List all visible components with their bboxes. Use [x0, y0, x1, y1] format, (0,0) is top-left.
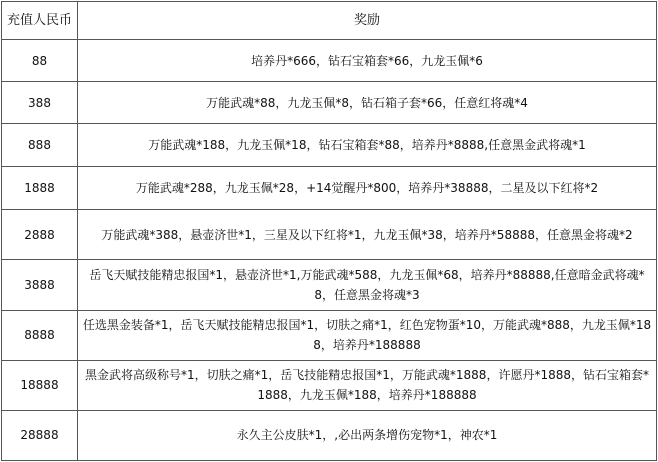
- amount-cell: 8888: [2, 310, 78, 360]
- table-row: [2, 410, 657, 460]
- reward-cell: 万能武魂*388，悬壶济世*1，三星及以下红将*1，九龙玉佩*38，培养丹*58888，任意黑金将魂*2: [78, 210, 657, 260]
- reward-cell: 万能武魂*88，九龙玉佩*8，钻石箱子套*66，任意红将魂*4: [78, 82, 657, 124]
- amount-cell: 388: [2, 82, 78, 124]
- reward-cell: 万能武魂*288，九龙玉佩*28，+14觉醒丹*800，培养丹*38888，二星及以下红将*2: [78, 167, 657, 210]
- header-amount: 充值人民币: [2, 2, 78, 40]
- header-reward: 奖励: [78, 2, 657, 40]
- amount-cell: 3888: [2, 260, 78, 310]
- amount-cell: 88: [2, 40, 78, 82]
- table-row: [2, 40, 657, 82]
- reward-cell: 万能武魂*188，九龙玉佩*18，钻石宝箱套*88，培养丹*8888,任意黑金武将魂*1: [78, 124, 657, 167]
- reward-cell: 培养丹*666，钻石宝箱套*66，九龙玉佩*6: [78, 40, 657, 82]
- reward-cell: 永久主公皮肤*1，,必出两条增伤宠物*1，神农*1: [78, 410, 657, 460]
- amount-cell: 888: [2, 124, 78, 167]
- reward-cell: 岳飞天赋技能精忠报国*1，悬壶济世*1,万能武魂*588，九龙玉佩*68，培养丹*88888,任意暗金武将魂*8，任意黑金将魂*3: [78, 260, 657, 310]
- reward-cell: 黑金武将高级称号*1，切肤之痛*1，岳飞技能精忠报国*1，万能武魂*1888，许愿丹*1888，钻石宝箱套*1888，九龙玉佩*188，培养丹*188888: [78, 360, 657, 410]
- reward-cell: 任选黑金装备*1，岳飞天赋技能精忠报国*1，切肤之痛*1，红色宠物蛋*10，万能武魂*888，九龙玉佩*188，培养丹*188888: [78, 310, 657, 360]
- table-row: [2, 167, 657, 210]
- amount-cell: 18888: [2, 360, 78, 410]
- table-row: [2, 260, 657, 310]
- table-row: [2, 360, 657, 410]
- amount-cell: 1888: [2, 167, 78, 210]
- amount-cell: 2888: [2, 210, 78, 260]
- header-row: [2, 2, 657, 40]
- table-row: [2, 82, 657, 124]
- table-row: [2, 210, 657, 260]
- amount-cell: 28888: [2, 410, 78, 460]
- table-row: [2, 124, 657, 167]
- table-row: [2, 310, 657, 360]
- reward-table: [1, 1, 657, 461]
